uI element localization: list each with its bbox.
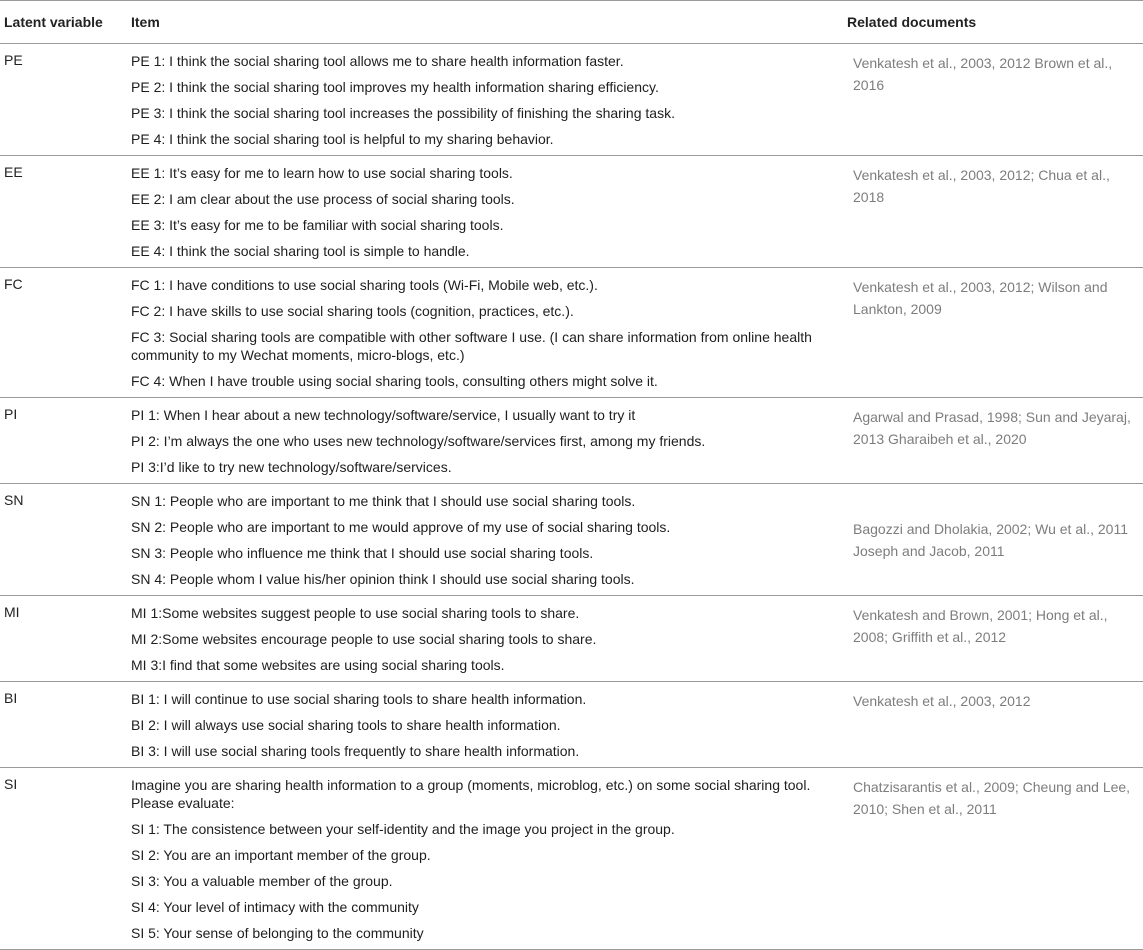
survey-item: PE 1: I think the social sharing tool allows me to share health information faster. <box>131 53 624 69</box>
survey-item: PI 3:I’d like to try new technology/software/services. <box>131 459 452 475</box>
table-body <box>0 44 1143 950</box>
header-related-documents: Related documents <box>843 1 1143 44</box>
survey-item: SN 4: People whom I value his/her opinion think I should use social sharing tools. <box>131 571 635 587</box>
items-cell <box>131 156 843 268</box>
items-cell <box>131 484 843 596</box>
survey-item: FC 1: I have conditions to use social sharing tools (Wi-Fi, Mobile web, etc.). <box>131 277 598 293</box>
latent-variable-cell: FC <box>0 268 131 398</box>
survey-item: MI 3:I find that some websites are using social sharing tools. <box>131 657 505 673</box>
survey-item: FC 4: When I have trouble using social sharing tools, consulting others might solve it. <box>131 373 658 389</box>
items-cell <box>131 44 843 156</box>
latent-variable-cell: PE <box>0 44 131 156</box>
survey-item: SN 3: People who influence me think that I should use social sharing tools. <box>131 545 594 561</box>
table-row <box>0 768 1143 950</box>
latent-variable-cell: SI <box>0 768 131 950</box>
items-cell <box>131 768 843 950</box>
related-documents-cell: Venkatesh and Brown, 2001; Hong et al., 2008; Griffith et al., 2012 <box>843 596 1143 682</box>
table-row <box>0 682 1143 768</box>
related-documents-cell: Bagozzi and Dholakia, 2002; Wu et al., 2011 Joseph and Jacob, 2011 <box>843 484 1143 596</box>
survey-item: SI 4: Your level of intimacy with the community <box>131 899 419 915</box>
survey-item: SI 1: The consistence between your self-identity and the image you project in the group. <box>131 821 675 837</box>
survey-item: EE 4: I think the social sharing tool is simple to handle. <box>131 243 470 259</box>
survey-item: BI 1: I will continue to use social sharing tools to share health information. <box>131 691 587 707</box>
table-row <box>0 156 1143 268</box>
survey-item: BI 2: I will always use social sharing tools to share health information. <box>131 717 561 733</box>
items-cell <box>131 682 843 768</box>
survey-item: EE 3: It’s easy for me to be familiar with social sharing tools. <box>131 217 504 233</box>
survey-item: EE 1: It’s easy for me to learn how to use social sharing tools. <box>131 165 513 181</box>
survey-item: SI 5: Your sense of belonging to the community <box>131 925 424 941</box>
header-row <box>0 1 1143 44</box>
survey-item: SI 3: You a valuable member of the group. <box>131 873 393 889</box>
latent-variable-cell: BI <box>0 682 131 768</box>
table-row <box>0 596 1143 682</box>
survey-item: SN 1: People who are important to me think that I should use social sharing tools. <box>131 493 636 509</box>
survey-item: MI 2:Some websites encourage people to use social sharing tools to share. <box>131 631 597 647</box>
survey-item: FC 3: Social sharing tools are compatible with other software I use. (I can share information from online health community to my Wechat moments, micro-blogs, etc.) <box>131 329 812 363</box>
header-latent-variable: Latent variable <box>0 1 131 44</box>
survey-item: PI 1: When I hear about a new technology/software/service, I usually want to try it <box>131 407 636 423</box>
survey-item: SI 2: You are an important member of the group. <box>131 847 431 863</box>
table-row <box>0 484 1143 596</box>
related-documents-cell: Venkatesh et al., 2003, 2012 <box>843 682 1143 768</box>
survey-item: PI 2: I’m always the one who uses new technology/software/services first, among my friends. <box>131 433 706 449</box>
table-row <box>0 268 1143 398</box>
survey-item: BI 3: I will use social sharing tools frequently to share health information. <box>131 743 580 759</box>
items-cell <box>131 268 843 398</box>
survey-item: PE 3: I think the social sharing tool increases the possibility of finishing the sharing task. <box>131 105 675 121</box>
survey-item: FC 2: I have skills to use social sharing tools (cognition, practices, etc.). <box>131 303 574 319</box>
survey-item: PE 4: I think the social sharing tool is helpful to my sharing behavior. <box>131 131 554 147</box>
related-documents-cell: Agarwal and Prasad, 1998; Sun and Jeyaraj, 2013 Gharaibeh et al., 2020 <box>843 398 1143 484</box>
latent-variable-cell: PI <box>0 398 131 484</box>
survey-item: Imagine you are sharing health information to a group (moments, microblog, etc.) on some social sharing tool. Please evaluate: <box>131 777 811 811</box>
items-cell <box>131 596 843 682</box>
related-documents-cell: Chatzisarantis et al., 2009; Cheung and Lee, 2010; Shen et al., 2011 <box>843 768 1143 950</box>
table-row <box>0 398 1143 484</box>
survey-item: MI 1:Some websites suggest people to use social sharing tools to share. <box>131 605 580 621</box>
survey-item: PE 2: I think the social sharing tool improves my health information sharing efficiency. <box>131 79 659 95</box>
latent-variable-cell: SN <box>0 484 131 596</box>
table-row <box>0 44 1143 156</box>
latent-variable-cell: EE <box>0 156 131 268</box>
survey-item: SN 2: People who are important to me would approve of my use of social sharing tools. <box>131 519 671 535</box>
header-item: Item <box>131 1 843 44</box>
related-documents-cell: Venkatesh et al., 2003, 2012; Wilson and Lankton, 2009 <box>843 268 1143 398</box>
survey-item: EE 2: I am clear about the use process of social sharing tools. <box>131 191 515 207</box>
related-documents-cell: Venkatesh et al., 2003, 2012 Brown et al., 2016 <box>843 44 1143 156</box>
related-documents-cell: Venkatesh et al., 2003, 2012; Chua et al., 2018 <box>843 156 1143 268</box>
items-cell <box>131 398 843 484</box>
latent-variable-cell: MI <box>0 596 131 682</box>
